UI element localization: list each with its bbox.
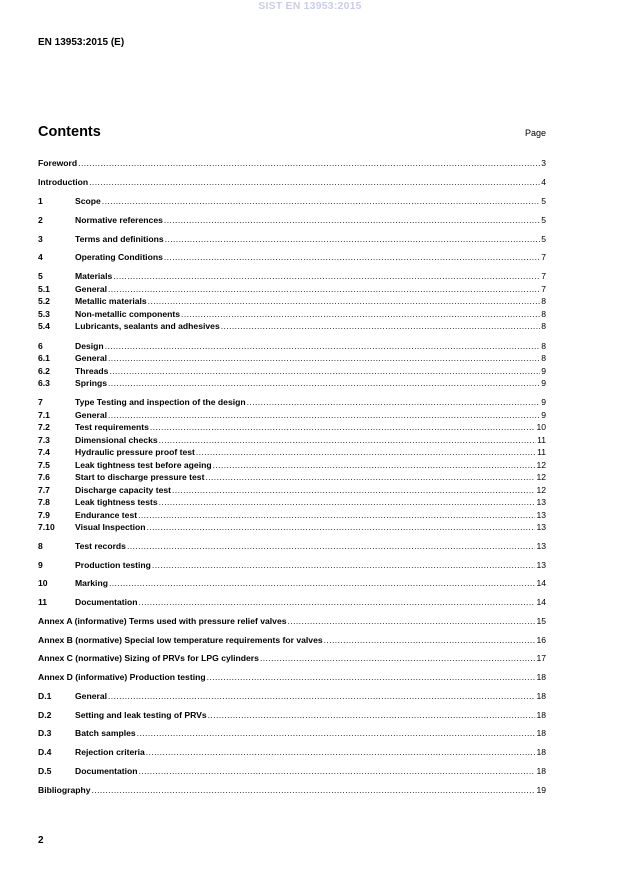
- toc-dot-leader: [147, 521, 536, 533]
- toc-entry-number: 7.8: [38, 497, 50, 507]
- toc-entry-page: 13: [536, 522, 546, 532]
- toc-entry[interactable]: [38, 746, 546, 758]
- toc-entry[interactable]: [38, 434, 546, 446]
- toc-dot-leader: [109, 577, 535, 589]
- toc-entry[interactable]: [38, 509, 546, 521]
- toc-entry[interactable]: [38, 484, 546, 496]
- toc-entry-number: 6.3: [38, 378, 50, 388]
- toc-entry[interactable]: [38, 352, 546, 364]
- toc-dot-leader: [109, 365, 540, 377]
- toc-entry-title: Materials: [75, 271, 113, 281]
- toc-entry-title: Non-metallic components: [75, 309, 181, 319]
- toc-entry[interactable]: [38, 176, 546, 188]
- toc-dot-leader: [181, 308, 540, 320]
- toc-entry-page: 13: [536, 560, 546, 570]
- toc-entry[interactable]: [38, 690, 546, 702]
- toc-entry-title: Endurance test: [75, 510, 138, 520]
- toc-entry[interactable]: [38, 195, 546, 207]
- toc-entry-title: Lubricants, sealants and adhesives: [75, 321, 220, 331]
- toc-entry-number: 7.9: [38, 510, 50, 520]
- toc-entry-page: 15: [536, 616, 546, 626]
- toc-entry-title: Operating Conditions: [75, 252, 163, 262]
- toc-entry[interactable]: [38, 540, 546, 552]
- toc-entry-title: General: [75, 691, 108, 701]
- toc-entry[interactable]: [38, 377, 546, 389]
- toc-dot-leader: [139, 596, 536, 608]
- toc-entry-number: 7.2: [38, 422, 50, 432]
- toc-entry-page: 18: [536, 766, 546, 776]
- toc-dot-leader: [108, 283, 540, 295]
- toc-dot-leader: [102, 195, 540, 207]
- toc-entry-title: Start to discharge pressure test: [75, 472, 205, 482]
- toc-entry-title: Rejection criteria: [75, 747, 145, 757]
- toc-dot-leader: [165, 233, 541, 245]
- toc-entry[interactable]: [38, 559, 546, 571]
- toc-dot-leader: [137, 727, 536, 739]
- toc-entry-number: 8: [38, 541, 43, 551]
- toc-entry-page: 9: [541, 410, 546, 420]
- toc-dot-leader: [105, 340, 541, 352]
- toc-entry-page: 8: [541, 353, 546, 363]
- toc-entry-title: Setting and leak testing of PRVs: [75, 710, 207, 720]
- toc-entry-page: 14: [536, 578, 546, 588]
- toc-entry-title: Scope: [75, 196, 101, 206]
- toc-entry[interactable]: [38, 727, 546, 739]
- toc-entry[interactable]: [38, 671, 546, 683]
- toc-dot-leader: [221, 320, 541, 332]
- toc-entry-number: 3: [38, 234, 43, 244]
- toc-dot-leader: [146, 746, 536, 758]
- toc-entry-number: 7.1: [38, 410, 50, 420]
- toc-dot-leader: [164, 214, 540, 226]
- toc-entry-title: Introduction: [38, 177, 89, 187]
- toc-entry[interactable]: [38, 214, 546, 226]
- page-title: Contents: [38, 124, 101, 140]
- toc-entry-number: 2: [38, 215, 43, 225]
- toc-entry[interactable]: [38, 251, 546, 263]
- toc-entry-title: General: [75, 353, 108, 363]
- toc-dot-leader: [213, 459, 536, 471]
- toc-entry-page: 18: [536, 710, 546, 720]
- toc-entry-title: General: [75, 410, 108, 420]
- toc-dot-leader: [139, 765, 536, 777]
- toc-entry-page: 9: [541, 378, 546, 388]
- toc-entry[interactable]: [38, 709, 546, 721]
- toc-entry-number: D.3: [38, 728, 52, 738]
- toc-entry-page: 12: [536, 485, 546, 495]
- toc-dot-leader: [89, 176, 540, 188]
- toc-entry-number: D.2: [38, 710, 52, 720]
- toc-entry-number: 1: [38, 196, 43, 206]
- toc-entry-page: 16: [536, 635, 546, 645]
- watermark: SIST EN 13953:2015: [258, 0, 362, 12]
- toc-entry-page: 18: [536, 672, 546, 682]
- toc-entry-page: 9: [541, 397, 546, 407]
- toc-entry-title: General: [75, 284, 108, 294]
- toc-entry-page: 11: [537, 447, 546, 457]
- toc-entry-title: Annex C (normative) Sizing of PRVs for LPG cylinders: [38, 653, 259, 663]
- toc-entry-number: 5.2: [38, 296, 50, 306]
- toc-entry-number: 7.6: [38, 472, 50, 482]
- toc-entry[interactable]: [38, 295, 546, 307]
- toc-dot-leader: [159, 496, 536, 508]
- document-id: EN 13953:2015 (E): [38, 37, 125, 48]
- toc-entry-title: Marking: [75, 578, 108, 588]
- toc-entry-title: Test records: [75, 541, 126, 551]
- toc-entry-page: 8: [541, 296, 546, 306]
- toc-entry-number: 6.2: [38, 366, 50, 376]
- toc-dot-leader: [288, 615, 536, 627]
- toc-dot-leader: [148, 295, 541, 307]
- toc-entry-page: 7: [541, 284, 546, 294]
- toc-dot-leader: [152, 559, 536, 571]
- toc-entry[interactable]: [38, 270, 546, 282]
- toc-entry-number: 4: [38, 252, 43, 262]
- toc-entry[interactable]: [38, 446, 546, 458]
- toc-entry[interactable]: [38, 409, 546, 421]
- toc-entry-number: 6: [38, 341, 43, 351]
- toc-entry-page: 13: [536, 497, 546, 507]
- toc-entry-page: 12: [536, 460, 546, 470]
- toc-entry[interactable]: [38, 471, 546, 483]
- toc-entry-title: Terms and definitions: [75, 234, 164, 244]
- toc-entry-page: 5: [541, 234, 546, 244]
- toc-entry-number: 5.3: [38, 309, 50, 319]
- toc-entry[interactable]: [38, 365, 546, 377]
- toc-entry-page: 18: [536, 728, 546, 738]
- toc-dot-leader: [207, 671, 536, 683]
- toc-dot-leader: [196, 446, 536, 458]
- toc-entry-number: 7.4: [38, 447, 50, 457]
- toc-dot-leader: [247, 396, 541, 408]
- toc-dot-leader: [159, 434, 536, 446]
- toc-entry-title: Test requirements: [75, 422, 149, 432]
- toc-entry-page: 8: [541, 341, 546, 351]
- toc-entry-number: 5: [38, 271, 43, 281]
- toc-entry[interactable]: [38, 157, 546, 169]
- toc-entry-title: Annex B (normative) Special low temperature requirements for valves: [38, 635, 323, 645]
- toc-entry-title: Dimensional checks: [75, 435, 158, 445]
- toc-entry-title: Visual Inspection: [75, 522, 146, 532]
- toc-entry-page: 17: [536, 653, 546, 663]
- toc-entry[interactable]: [38, 652, 546, 664]
- toc-entry[interactable]: [38, 521, 546, 533]
- toc-entry-page: 11: [537, 435, 546, 445]
- toc-dot-leader: [208, 709, 536, 721]
- toc-entry-number: 7.7: [38, 485, 50, 495]
- toc-dot-leader: [260, 652, 536, 664]
- toc-entry-number: 11: [38, 597, 48, 607]
- toc-entry-page: 7: [541, 252, 546, 262]
- toc-dot-leader: [127, 540, 535, 552]
- toc-entry-title: Production testing: [75, 560, 151, 570]
- toc-entry[interactable]: [38, 421, 546, 433]
- toc-entry[interactable]: [38, 308, 546, 320]
- toc-entry-number: 5.4: [38, 321, 50, 331]
- toc-entry-title: Metallic materials: [75, 296, 147, 306]
- toc-entry-title: Batch samples: [75, 728, 136, 738]
- toc-entry-title: Annex D (informative) Production testing: [38, 672, 206, 682]
- toc-entry-title: Hydraulic pressure proof test: [75, 447, 195, 457]
- toc-entry-page: 9: [541, 366, 546, 376]
- footer-page-number: 2: [38, 835, 44, 846]
- toc-entry-page: 4: [541, 177, 546, 187]
- toc-entry-page: 7: [541, 271, 546, 281]
- toc-entry-number: 7.5: [38, 460, 50, 470]
- toc-entry-page: 8: [541, 309, 546, 319]
- toc-entry-title: Leak tightness tests: [75, 497, 158, 507]
- toc-dot-leader: [324, 634, 536, 646]
- toc-dot-leader: [172, 484, 535, 496]
- toc-dot-leader: [205, 471, 535, 483]
- toc-dot-leader: [78, 157, 540, 169]
- toc-dot-leader: [92, 784, 536, 796]
- toc-entry-number: 5.1: [38, 284, 50, 294]
- toc-entry-page: 13: [536, 541, 546, 551]
- toc-entry-title: Type Testing and inspection of the design: [75, 397, 246, 407]
- toc-entry-page: 3: [541, 158, 546, 168]
- toc-entry-number: 9: [38, 560, 43, 570]
- toc-entry[interactable]: [38, 615, 546, 627]
- toc-entry[interactable]: [38, 340, 546, 352]
- toc-entry-page: 14: [536, 597, 546, 607]
- toc-entry[interactable]: [38, 596, 546, 608]
- toc-entry-title: Springs: [75, 378, 107, 388]
- toc-dot-leader: [164, 251, 540, 263]
- toc-entry-title: Design: [75, 341, 104, 351]
- toc-dot-leader: [108, 690, 535, 702]
- toc-entry[interactable]: [38, 233, 546, 245]
- toc-entry-page: 18: [536, 747, 546, 757]
- toc-entry-title: Documentation: [75, 766, 138, 776]
- toc-entry-number: 6.1: [38, 353, 50, 363]
- toc-entry-title: Threads: [75, 366, 109, 376]
- toc-entry-title: Documentation: [75, 597, 138, 607]
- toc-entry-number: 7: [38, 397, 43, 407]
- toc-entry-page: 12: [536, 472, 546, 482]
- toc-entry-title: Normative references: [75, 215, 163, 225]
- toc-entry-title: Annex A (informative) Terms used with pressure relief valves: [38, 616, 287, 626]
- toc-entry-number: 7.10: [38, 522, 55, 532]
- toc-entry-number: D.5: [38, 766, 52, 776]
- toc-entry-number: D.4: [38, 747, 52, 757]
- toc-dot-leader: [150, 421, 536, 433]
- toc-entry-page: 8: [541, 321, 546, 331]
- toc-dot-leader: [108, 352, 540, 364]
- toc-entry[interactable]: [38, 459, 546, 471]
- toc-entry[interactable]: [38, 283, 546, 295]
- toc-entry[interactable]: [38, 634, 546, 646]
- toc-entry[interactable]: [38, 577, 546, 589]
- toc-entry-page: 5: [541, 196, 546, 206]
- toc-entry-number: 7.3: [38, 435, 50, 445]
- toc-dot-leader: [108, 377, 540, 389]
- toc-dot-leader: [113, 270, 540, 282]
- toc-entry-page: 19: [536, 785, 546, 795]
- toc-entry-number: 10: [38, 578, 48, 588]
- toc-entry-page: 18: [536, 691, 546, 701]
- toc-entry[interactable]: [38, 320, 546, 332]
- toc-entry-page: 13: [536, 510, 546, 520]
- toc-entry-page: 5: [541, 215, 546, 225]
- toc-dot-leader: [138, 509, 535, 521]
- toc-entry[interactable]: [38, 765, 546, 777]
- toc-entry-title: Bibliography: [38, 785, 91, 795]
- toc-dot-leader: [108, 409, 540, 421]
- toc-entry-title: Discharge capacity test: [75, 485, 172, 495]
- toc-entry-title: Foreword: [38, 158, 78, 168]
- toc-entry[interactable]: [38, 784, 546, 796]
- toc-entry-page: 10: [536, 422, 546, 432]
- toc-entry-title: Leak tightness test before ageing: [75, 460, 212, 470]
- toc-entry[interactable]: [38, 396, 546, 408]
- toc-entry[interactable]: [38, 496, 546, 508]
- page-column-heading: Page: [524, 128, 546, 138]
- toc-entry-number: D.1: [38, 691, 52, 701]
